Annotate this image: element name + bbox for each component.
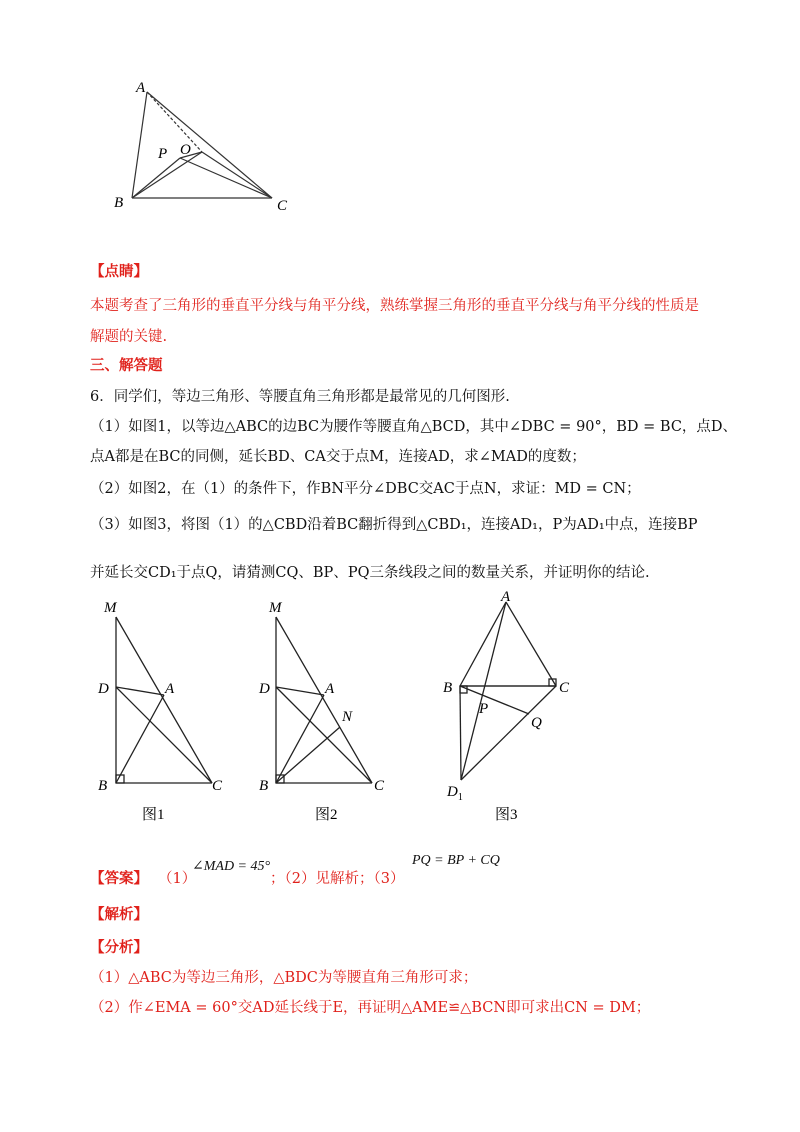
fenxi-line-2: （2）作∠EMA = 60°交AD延长线于E，再证明△AME≌△BCN即可求出CN = DM； [90,1000,651,1016]
fig2-label-b: B [259,778,269,794]
figure-3 [435,582,585,832]
label-c: C [277,198,288,214]
fig3-caption: 图3 [495,807,518,823]
dianjing-line-2: 解题的关键. [90,329,168,345]
fenxi-line-1: （1）△ABC为等边三角形，△BDC为等腰直角三角形可求； [90,970,478,986]
fig3-label-q: Q [531,715,542,731]
problem-part2: （2）如图2，在（1）的条件下，作BN平分∠DBC交AC于点N，求证：MD = CN； [90,481,641,497]
fig2-label-a: A [325,681,335,697]
fig3-label-b: B [443,680,453,696]
dianjing-line-1: 本题考查了三角形的垂直平分线与角平分线，熟练掌握三角形的垂直平分线与角平分线的性质是 [90,298,699,314]
fig3-label-p: P [479,701,489,717]
problem-intro: 6．同学们，等边三角形、等腰直角三角形都是最常见的几何图形. [90,389,510,405]
fig1-label-d: D [98,681,109,697]
label-b: B [114,195,124,211]
figure-2 [255,595,405,830]
fenxi-heading: 【分析】 [90,939,148,956]
fig3-label-d-subscript: 1 [457,792,463,803]
answer-heading: 【答案】 [90,870,148,887]
problem-part3-line1: （3）如图3，将图（1）的△CBD沿着BC翻折得到△CBD₁，连接AD₁，P为AD₁中点，连接BP [90,517,698,533]
fig3-label-a: A [501,589,511,605]
fig2-label-d: D [259,681,270,697]
answer-part2: ；（2）见解析；（3） [270,871,405,887]
answer-part1-number: （1） [158,871,197,887]
fig1-label-a: A [165,681,175,697]
figure-1 [90,595,240,830]
problem-part3-line2: 并延长交CD₁于点Q，请猜测CQ、BP、PQ三条线段之间的数量关系，并证明你的结论. [90,565,650,581]
label-p: P [158,146,168,162]
fig2-caption: 图2 [315,807,338,823]
problem-part1-line1: （1）如图1，以等边△ABC的边BC为腰作等腰直角△BCD，其中∠DBC = 90°，BD = BC，点D、 [90,419,738,435]
fig3-label-d1 [446,784,463,803]
fig2-label-c: C [374,778,385,794]
fig2-label-m: M [269,600,282,616]
fig1-label-b: B [98,778,108,794]
fig1-label-c: C [212,778,223,794]
answer-part1-math: ∠MAD = 45° [192,859,271,874]
label-o: O [180,142,191,158]
fig2-label-n: N [342,709,353,725]
label-a: A [136,80,146,96]
fig1-caption: 图1 [142,807,165,823]
section-heading: 三、解答题 [90,357,163,374]
fig3-label-d: D [447,784,458,800]
fig1-label-m: M [104,600,117,616]
answer-part3-math: PQ = BP + CQ [412,853,500,868]
jiexi-heading: 【解析】 [90,906,148,923]
problem-part1-line2: 点A都是在BC的同侧，延长BD、CA交于点M，连接AD，求∠MAD的度数； [90,449,586,465]
fig3-label-c: C [559,680,570,696]
triangle-figure-apoc [100,70,310,220]
dianjing-heading: 【点睛】 [90,263,148,280]
